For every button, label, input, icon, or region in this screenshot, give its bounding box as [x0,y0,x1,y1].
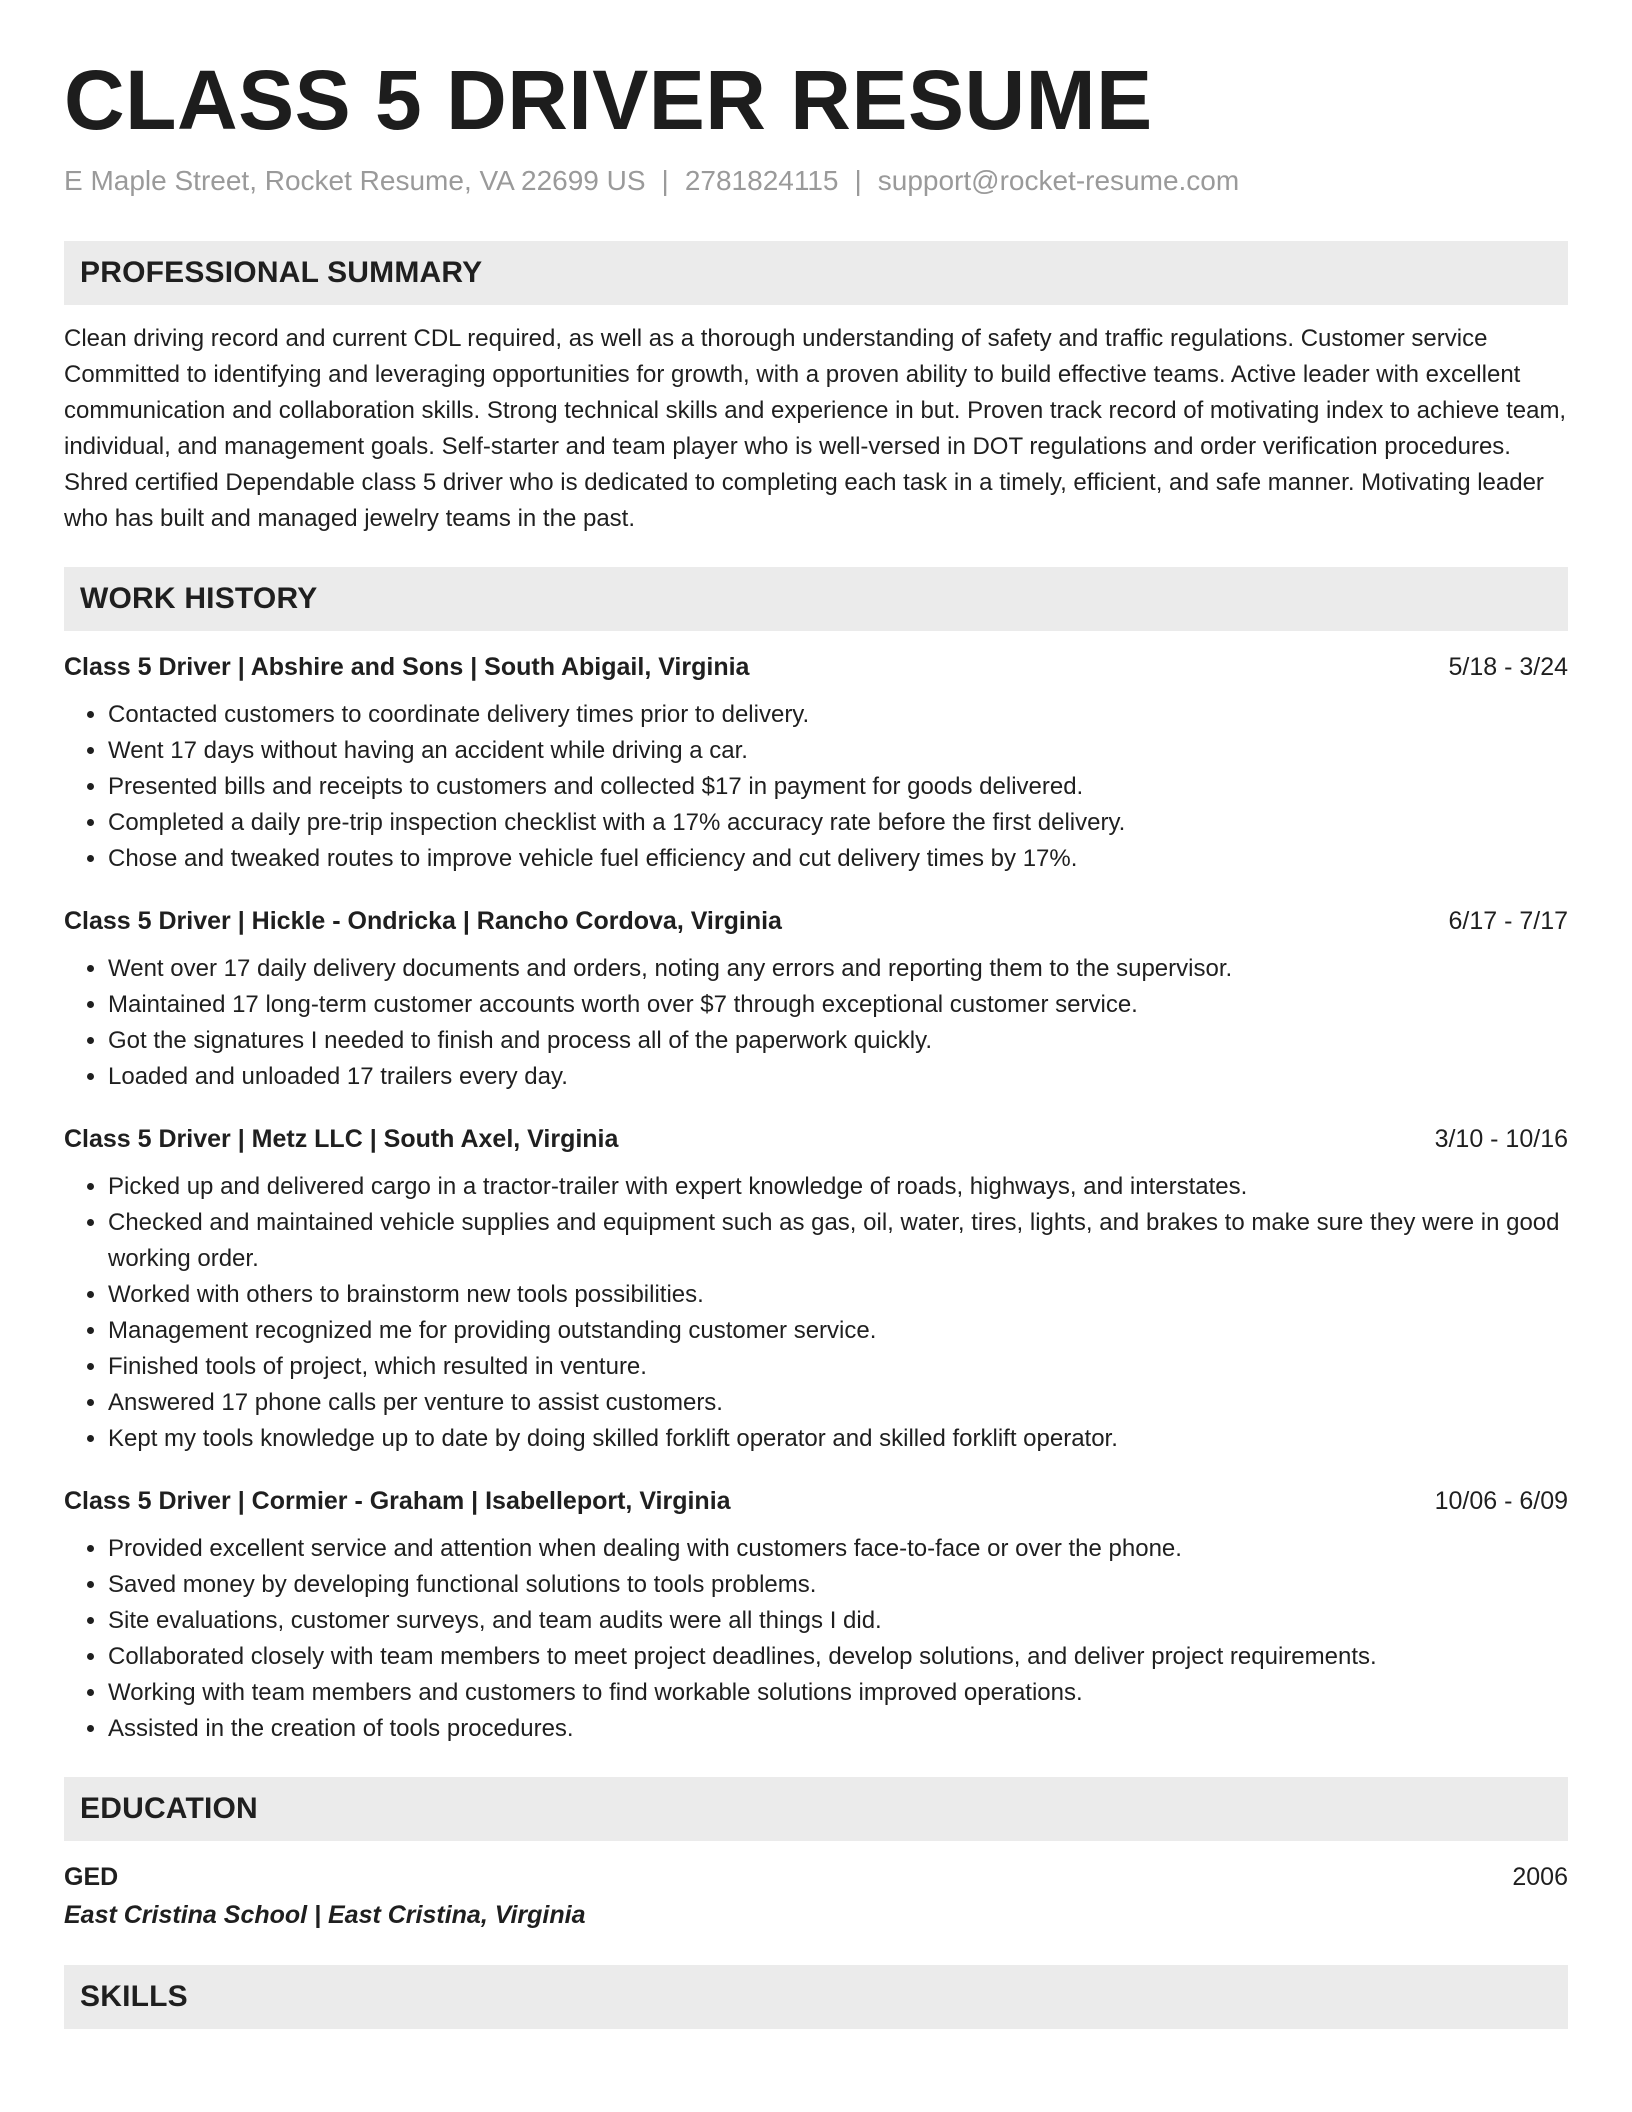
job-bullet: • Answered 17 phone calls per venture to assist customers. [108,1385,1568,1421]
job-bullet: • Presented bills and receipts to customers and collected $17 in payment for goods delivered. [108,769,1568,805]
job-dates: 5/18 - 3/24 [1448,652,1568,681]
skills-heading: SKILLS [80,1979,188,2013]
resume-title: CLASS 5 DRIVER RESUME [64,53,1153,147]
contact-email: support@rocket-resume.com [877,164,1240,196]
job-title: Class 5 Driver | Abshire and Sons | South Abigail, Virginia [64,652,750,681]
job-dates: 3/10 - 10/16 [1434,1124,1568,1153]
job-bullet: • Finished tools of project, which resulted in venture. [108,1349,1568,1385]
summary-section-header [64,241,1568,305]
contact-line [64,163,1568,199]
work-section-header [64,567,1568,631]
education-section-header [64,1777,1568,1841]
contact-address: E Maple Street, Rocket Resume, VA 22699 US [64,164,646,196]
job-dates: 6/17 - 7/17 [1448,906,1568,935]
job-bullet: • Went 17 days without having an accident while driving a car. [108,733,1568,769]
contact-separator: | [854,164,862,196]
job-bullet: • Contacted customers to coordinate delivery times prior to delivery. [108,697,1568,733]
skills-section-header [64,1965,1568,2029]
job-bullet: • Checked and maintained vehicle supplies and equipment such as gas, oil, water, tires, lights, and brakes to make sure they were in good working order. [108,1205,1568,1277]
job-bullet: • Got the signatures I needed to finish and process all of the paperwork quickly. [108,1023,1568,1059]
job-bullet: • Saved money by developing functional solutions to tools problems. [108,1567,1568,1603]
work-heading: WORK HISTORY [80,581,318,615]
summary-text: Clean driving record and current CDL required, as well as a thorough understanding of safety and traffic regulations. Customer service Committed to identifying and leveraging opportunities for growth, with a proven ability to build effective teams. Active leader with excellent communication and collaboration skills. Strong technical skills and experience in but. Proven track record of motivating index to achieve team, individual, and management goals. Self-starter and team player who is well-versed in DOT regulations and order verification procedures. Shred certified Dependable class 5 driver who is dedicated to completing each task in a timely, efficient, and safe manner. Motivating leader who has built and managed jewelry teams in the past. [64,324,1567,532]
education-header [64,1859,1568,1895]
job-title: Class 5 Driver | Hickle - Ondricka | Rancho Cordova, Virginia [64,906,782,935]
education-heading: EDUCATION [80,1791,258,1825]
job-header [64,1121,1568,1157]
job-bullets [64,1169,1568,1457]
education-degree: GED [64,1862,119,1891]
job-title: Class 5 Driver | Cormier - Graham | Isabelleport, Virginia [64,1486,731,1515]
job-bullet: • Picked up and delivered cargo in a tractor-trailer with expert knowledge of roads, highways, and interstates. [108,1169,1568,1205]
job-bullet: • Worked with others to brainstorm new tools possibilities. [108,1277,1568,1313]
job-bullets [64,1531,1568,1747]
job-entry [64,649,1568,877]
job-bullet: • Maintained 17 long-term customer accounts worth over $7 through exceptional customer service. [108,987,1568,1023]
job-bullets [64,951,1568,1095]
job-bullets [64,697,1568,877]
job-bullet: • Chose and tweaked routes to improve vehicle fuel efficiency and cut delivery times by 17%. [108,841,1568,877]
job-header [64,903,1568,939]
job-bullet: • Went over 17 daily delivery documents and orders, noting any errors and reporting them to the supervisor. [108,951,1568,987]
contact-separator: | [661,164,669,196]
job-header [64,649,1568,685]
contact-phone: 2781824115 [684,164,839,196]
job-bullet: • Provided excellent service and attention when dealing with customers face-to-face or over the phone. [108,1531,1568,1567]
education-school: East Cristina School | East Cristina, Virginia [64,1900,586,1929]
education-entry [64,1859,1568,1935]
job-title: Class 5 Driver | Metz LLC | South Axel, Virginia [64,1124,619,1153]
job-entry [64,903,1568,1095]
education-year: 2006 [1512,1862,1568,1891]
job-dates: 10/06 - 6/09 [1434,1486,1568,1515]
summary-heading: PROFESSIONAL SUMMARY [80,255,483,289]
job-bullet: • Completed a daily pre-trip inspection checklist with a 17% accuracy rate before the first delivery. [108,805,1568,841]
job-bullet: • Management recognized me for providing outstanding customer service. [108,1313,1568,1349]
job-entry [64,1121,1568,1457]
job-bullet: • Kept my tools knowledge up to date by doing skilled forklift operator and skilled forklift operator. [108,1421,1568,1457]
job-bullet: • Site evaluations, customer surveys, and team audits were all things I did. [108,1603,1568,1639]
job-bullet: • Loaded and unloaded 17 trailers every day. [108,1059,1568,1095]
job-header [64,1483,1568,1519]
job-bullet: • Working with team members and customers to find workable solutions improved operations. [108,1675,1568,1711]
job-bullet: • Assisted in the creation of tools procedures. [108,1711,1568,1747]
job-entry [64,1483,1568,1747]
job-bullet: • Collaborated closely with team members to meet project deadlines, develop solutions, and deliver project requirements. [108,1639,1568,1675]
